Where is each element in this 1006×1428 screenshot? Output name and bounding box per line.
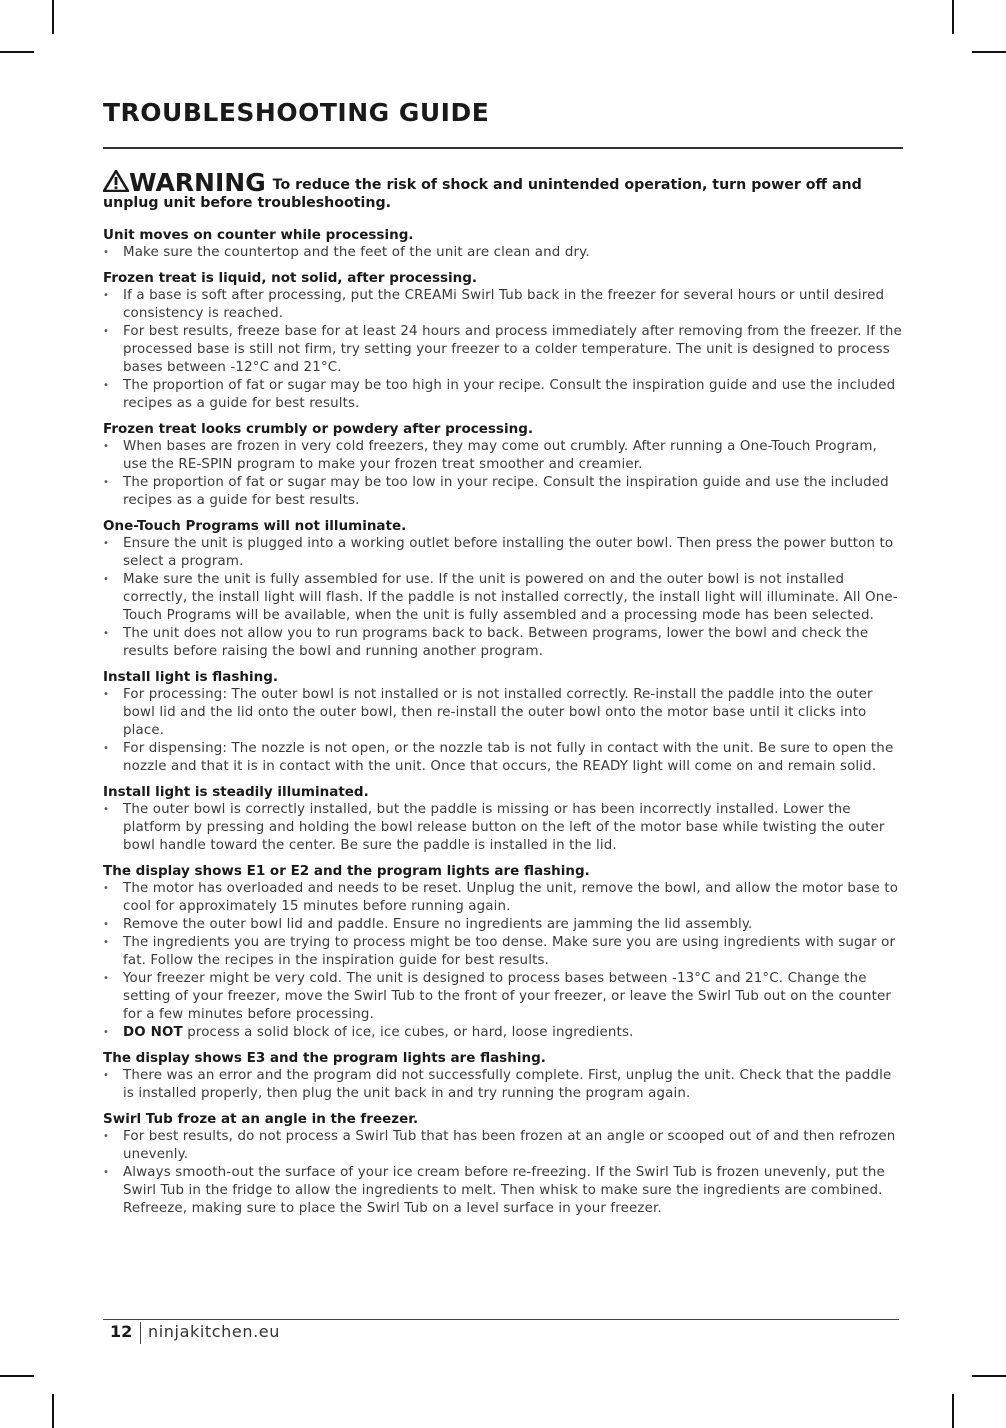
bullet-text: Always smooth-out the surface of your ice cream before re-freezing. If the Swirl Tub is frozen unevenly, put the Swirl Tub in the fridge to allow the ingredients to melt. Then whisk to make sure the ingredients are combined. Refreeze, making sure to place the Swirl Tub on a level surface in your freezer. — [123, 1165, 885, 1216]
section-heading: Swirl Tub froze at an angle in the freezer. — [103, 1111, 419, 1127]
bullet-item — [103, 1128, 905, 1164]
section-heading: The display shows E3 and the program lights are flashing. — [103, 1050, 546, 1066]
title-divider — [103, 147, 903, 149]
crop-mark — [972, 51, 1006, 53]
section-heading: Unit moves on counter while processing. — [103, 227, 414, 243]
bullet-text: For processing: The outer bowl is not installed or is not installed correctly. Re-install the paddle into the outer bowl lid and the lid onto the outer bowl, then re-install the outer bowl onto the motor base until it clicks into place. — [123, 687, 873, 738]
warning-label: WARNING — [129, 168, 266, 197]
bullet-item — [103, 970, 905, 1024]
crop-mark — [52, 1394, 54, 1428]
section-heading: Install light is flashing. — [103, 669, 279, 685]
bullet-text: Remove the outer bowl lid and paddle. Ensure no ingredients are jamming the lid assembly. — [123, 917, 753, 932]
footer-divider — [103, 1319, 899, 1320]
bullet-item — [103, 801, 905, 855]
bullet-text: process a solid block of ice, ice cubes, or hard, loose ingredients. — [182, 1025, 634, 1040]
bullet-text: The motor has overloaded and needs to be reset. Unplug the unit, remove the bowl, and allow the motor base to cool for approximately 15 minutes before running again. — [123, 881, 899, 914]
troubleshoot-section — [103, 517, 905, 661]
crop-mark — [952, 1394, 954, 1428]
bullet-list — [103, 244, 905, 262]
troubleshoot-section — [103, 1110, 905, 1218]
crop-mark — [0, 51, 34, 53]
section-heading: Frozen treat is liquid, not solid, after processing. — [103, 270, 478, 286]
section-heading: Frozen treat looks crumbly or powdery after processing. — [103, 421, 533, 437]
bullet-item — [103, 1067, 905, 1103]
crop-mark — [972, 1375, 1006, 1377]
bullet-text: The outer bowl is correctly installed, but the paddle is missing or has been incorrectly installed. Lower the platform by pressing and holding the bowl release button on the left of the motor base while twisting the outer bowl handle toward the center. Be sure the paddle is installed in the lid. — [123, 802, 885, 853]
bullet-item — [103, 1164, 905, 1218]
bullet-list — [103, 535, 905, 661]
page-number: 12 — [110, 1322, 133, 1341]
bullet-list — [103, 287, 905, 413]
troubleshoot-section — [103, 783, 905, 855]
troubleshoot-section — [103, 269, 905, 413]
bullet-text: For best results, do not process a Swirl Tub that has been frozen at an angle or scooped out of and then refrozen unevenly. — [123, 1129, 896, 1162]
page-title: TROUBLESHOOTING GUIDE — [103, 98, 490, 127]
bullet-item — [103, 287, 905, 323]
warning-triangle-icon — [103, 170, 129, 192]
bullet-item — [103, 1024, 905, 1042]
bullet-list — [103, 1128, 905, 1218]
bullet-item — [103, 535, 905, 571]
bullet-text: For best results, freeze base for at least 24 hours and process immediately after removing from the freezer. If the processed base is still not firm, try setting your freezer to a colder temperature. The unit is designed to process bases between -12°C and 21°C. — [123, 324, 902, 375]
bullet-list — [103, 686, 905, 776]
bullet-text: If a base is soft after processing, put the CREAMi Swirl Tub back in the freezer for several hours or until desired consistency is reached. — [123, 288, 885, 321]
bullet-text: The ingredients you are trying to process might be too dense. Make sure you are using ingredients with sugar or fat. Follow the recipes in the inspiration guide for best results. — [123, 935, 896, 968]
bullet-item — [103, 244, 905, 262]
warning-text: To reduce the risk of shock and unintended operation, turn power off and unplug unit before troubleshooting. — [103, 177, 862, 211]
warning-notice — [103, 170, 905, 212]
bullet-item — [103, 438, 905, 474]
bullet-item — [103, 916, 905, 934]
troubleshoot-section — [103, 1049, 905, 1103]
bullet-list — [103, 801, 905, 855]
bullet-item — [103, 377, 905, 413]
crop-mark — [0, 1375, 34, 1377]
bullet-text: The proportion of fat or sugar may be too low in your recipe. Consult the inspiration guide and use the included recipes as a guide for best results. — [123, 475, 889, 508]
crop-mark — [952, 0, 954, 34]
bullet-text: When bases are frozen in very cold freezers, they may come out crumbly. After running a One-Touch Program, use the RE-SPIN program to make your frozen treat smoother and creamier. — [123, 439, 877, 472]
bullet-text: Ensure the unit is plugged into a working outlet before installing the outer bowl. Then press the power button to select a program. — [123, 536, 894, 569]
emphasis-text: DO NOT — [123, 1025, 183, 1040]
bullet-item — [103, 625, 905, 661]
bullet-item — [103, 323, 905, 377]
bullet-item — [103, 934, 905, 970]
troubleshoot-section — [103, 226, 905, 262]
bullet-item — [103, 686, 905, 740]
bullet-text: There was an error and the program did not successfully complete. First, unplug the unit. Check that the paddle is installed properly, then plug the unit back in and try running the program again. — [123, 1068, 892, 1101]
troubleshoot-section — [103, 420, 905, 510]
bullet-text: For dispensing: The nozzle is not open, or the nozzle tab is not fully in contact with the unit. Be sure to open the nozzle and that it is in contact with the unit. Once that occurs, the READY light will come on and remain solid. — [123, 741, 894, 774]
bullet-list — [103, 880, 905, 1042]
bullet-item — [103, 474, 905, 510]
bullet-list — [103, 1067, 905, 1103]
bullet-text: Make sure the unit is fully assembled for use. If the unit is powered on and the outer bowl is not installed correctly, the install light will flash. If the paddle is not installed correctly, the install light will illuminate. All One-Touch Programs will be available, when the unit is fully assembled and a processing mode has been selected. — [123, 572, 898, 623]
bullet-text: Make sure the countertop and the feet of the unit are clean and dry. — [123, 245, 590, 260]
section-heading: One-Touch Programs will not illuminate. — [103, 518, 407, 534]
crop-mark — [52, 0, 54, 34]
bullet-item — [103, 571, 905, 625]
bullet-list — [103, 438, 905, 510]
sections-list — [103, 226, 905, 1218]
footer-separator — [140, 1322, 141, 1344]
bullet-item — [103, 740, 905, 776]
bullet-text: The proportion of fat or sugar may be too high in your recipe. Consult the inspiration guide and use the included recipes as a guide for best results. — [123, 378, 896, 411]
troubleshooting-content — [103, 170, 905, 1225]
website-link[interactable]: ninjakitchen.eu — [148, 1322, 280, 1341]
section-heading: Install light is steadily illuminated. — [103, 784, 369, 800]
bullet-text: Your freezer might be very cold. The unit is designed to process bases between -13°C and 21°C. Change the setting of your freezer, move the Swirl Tub to the front of your freezer, or leave the Swirl Tub out on the counter for a few minutes before processing. — [123, 971, 892, 1022]
troubleshoot-section — [103, 668, 905, 776]
bullet-text: The unit does not allow you to run programs back to back. Between programs, lower the bowl and check the results before raising the bowl and running another program. — [123, 626, 869, 659]
section-heading: The display shows E1 or E2 and the program lights are flashing. — [103, 863, 590, 879]
troubleshoot-section — [103, 862, 905, 1042]
bullet-item — [103, 880, 905, 916]
